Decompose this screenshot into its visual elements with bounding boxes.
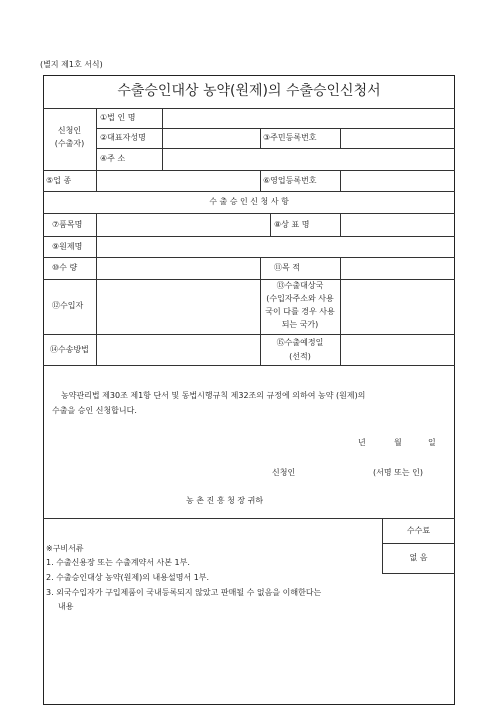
- ingredient-field[interactable]: [97, 237, 454, 257]
- applicant-group-label: 신청인: [57, 126, 82, 135]
- importer-field[interactable]: [97, 280, 259, 334]
- corp-name-label: ①법 인 명: [100, 113, 136, 122]
- export-date-sublabel: (선적): [289, 352, 311, 361]
- applicant-group-sublabel: (수출자): [54, 139, 85, 148]
- business-reg-label: ⑥영업등록번호: [263, 176, 317, 185]
- applicant-sign-field[interactable]: [305, 464, 367, 478]
- documents-heading: ※구비서류: [46, 544, 84, 553]
- section-title: 수 출 승 인 신 청 사 항: [209, 197, 289, 206]
- row-line: [382, 573, 455, 574]
- quantity-label: ⑩수 량: [52, 263, 78, 272]
- business-reg-field[interactable]: [341, 171, 454, 191]
- purpose-label: ⑪목 적: [274, 263, 300, 272]
- export-date-label: ⑮수출예정일: [276, 338, 324, 347]
- resident-no-label: ③주민등록번호: [263, 133, 317, 142]
- quantity-field[interactable]: [97, 258, 259, 279]
- col-line: [260, 170, 261, 191]
- corp-name-field[interactable]: [163, 109, 454, 128]
- business-type-label: ⑤업 종: [46, 176, 72, 185]
- export-date-field[interactable]: [341, 335, 454, 365]
- product-name-field[interactable]: [97, 214, 269, 236]
- fee-value: 없 음: [409, 553, 428, 562]
- col-line: [270, 213, 271, 236]
- destination-note-1: (수입자주소와 사용: [266, 294, 334, 303]
- rep-name-field[interactable]: [163, 129, 259, 148]
- form-reference: (별지 제1호 서식): [40, 60, 103, 69]
- destination-field[interactable]: [341, 280, 454, 334]
- purpose-field[interactable]: [341, 258, 454, 279]
- transport-field[interactable]: [97, 335, 259, 365]
- signature-note: (서명 또는 인): [373, 468, 423, 477]
- row-line: [382, 543, 455, 544]
- document-item-1: 1. 수출신용장 또는 수출계약서 사본 1부.: [46, 558, 190, 567]
- importer-label: ⑫수입자: [52, 301, 84, 310]
- rep-name-label: ②대표자성명: [100, 133, 146, 142]
- col-line: [260, 128, 261, 148]
- fee-label: 수수료: [406, 526, 431, 535]
- recipient-label: 농 촌 진 흥 청 장 귀하: [186, 496, 264, 505]
- transport-label: ⑭수송방법: [50, 345, 89, 354]
- business-type-field[interactable]: [97, 171, 259, 191]
- brand-field[interactable]: [341, 214, 454, 236]
- resident-no-field[interactable]: [341, 129, 454, 148]
- destination-note-3: 되는 국가): [281, 320, 319, 329]
- applicant-sign-label: 신청인: [272, 468, 296, 477]
- row-line: [43, 191, 455, 192]
- brand-label: ⑧상 표 명: [274, 220, 310, 229]
- product-name-label: ⑦품목명: [52, 220, 83, 229]
- document-item-2: 2. 수출승인대상 농약(원제)의 내용설명서 1부.: [46, 573, 210, 582]
- declaration-text-1: 농약관리법 제30조 제1항 단서 및 동법시행규칙 제32조의 규정에 의하여 농약 (원제)의: [61, 391, 366, 400]
- date-day-label: 일: [428, 438, 436, 447]
- date-month-label: 월: [394, 438, 402, 447]
- address-field[interactable]: [163, 149, 454, 170]
- ingredient-label: ⑨원제명: [52, 242, 83, 251]
- row-line: [43, 365, 455, 366]
- destination-label: ⑬수출대상국: [276, 281, 324, 290]
- form-title: 수출승인대상 농약(원제)의 수출승인신청서: [117, 83, 381, 99]
- row-line: [43, 518, 455, 519]
- destination-note-2: 국이 다를 경우 사용: [265, 307, 335, 316]
- document-item-3-cont: 내용: [58, 602, 74, 611]
- document-item-3: 3. 외국수입자가 구입제품이 국내등록되지 않았고 판매될 수 없음을 이해한다는: [46, 588, 322, 597]
- date-year-label: 년: [358, 438, 366, 447]
- declaration-text-2: 수출을 승인 신청합니다.: [52, 406, 137, 415]
- address-label: ④주 소: [100, 154, 126, 163]
